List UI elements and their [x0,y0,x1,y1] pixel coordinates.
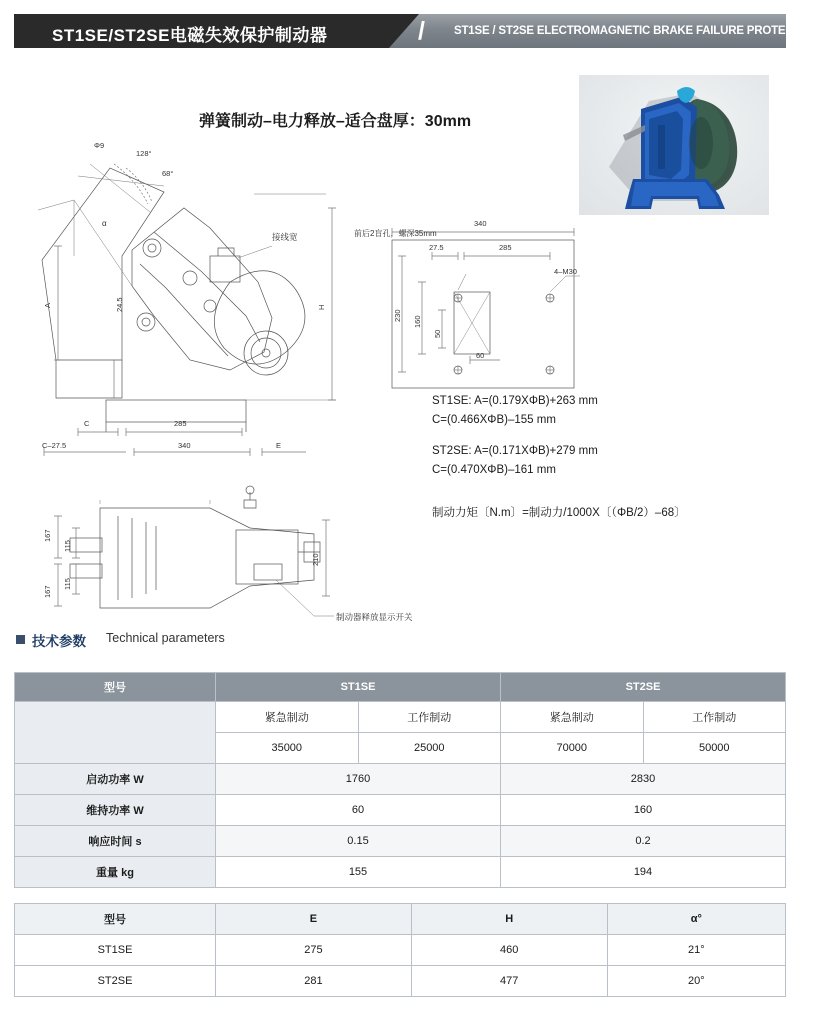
dim-phi9: Φ9 [94,141,105,150]
cell-e-st2se: 281 [216,966,412,997]
table-row [15,795,786,826]
cell-force-0: 35000 [216,733,359,764]
technical-drawing [14,60,786,622]
dim-alpha: α [102,219,107,228]
cell-force-1: 25000 [358,733,501,764]
technical-parameters-table [14,672,786,888]
label-blind-holes: 前后2盲孔，螺深35mm [354,229,437,238]
drawing-title: 弹簧制动–电力释放–适合盘厚：30mm [199,113,472,130]
table-row [15,764,786,795]
header-title-en: ST1SE / ST2SE ELECTROMAGNETIC BRAKE FAILURE PROTECTION [454,25,820,37]
cell-label-weight: 重量 kg [15,857,216,888]
formula-torque: 制动力矩〔N.m〕=制动力/1000X〔（ΦB/2）–68〕 [432,507,686,519]
cell-e-st1se: 275 [216,935,412,966]
cell-response-time-st1se: 0.15 [216,826,501,857]
th2-h: H [411,904,607,935]
section-title-en: Technical parameters [106,631,225,645]
cell-model-st1se: ST1SE [15,935,216,966]
cell-label-hold-power: 维持功率 W [15,795,216,826]
cell-weight-st1se: 155 [216,857,501,888]
th2-e: E [216,904,412,935]
formula-st1se-c: C=(0.466XΦB)–155 mm [432,414,556,426]
header-title-cn: ST1SE/ST2SE电磁失效保护制动器 [52,26,328,45]
cell-mode-0: 紧急制动 [216,702,359,733]
dim-285-plan: 285 [499,243,512,252]
section-bullet-icon [16,635,25,644]
cell-mode-1: 工作制动 [358,702,501,733]
dim-C: C [84,419,90,428]
cell-alpha-st1se: 21° [607,935,785,966]
dim-128: 128° [136,149,152,158]
formula-st2se-a: ST2SE: A=(0.171XΦB)+279 mm [432,445,598,457]
dim-C275: C–27.5 [42,441,67,450]
dim-H: H [317,304,326,310]
dim-A: A [43,302,52,308]
table-row [15,966,786,997]
cell-label-start-power: 启动功率 W [15,764,216,795]
table-row [15,935,786,966]
cell-blank-label [15,702,216,764]
th2-alpha: α° [607,904,785,935]
th-st1se: ST1SE [216,673,501,702]
page-header [14,14,820,48]
cell-force-3: 50000 [643,733,786,764]
dim-E: E [276,441,282,450]
cell-start-power-st2se: 2830 [501,764,786,795]
formula-st2se-c: C=(0.470XΦB)–161 mm [432,464,556,476]
dim-167-a: 167 [43,529,52,542]
section-technical-parameters [14,630,514,652]
dim-275: 27.5 [429,243,444,252]
formula-st1se-a: ST1SE: A=(0.179XΦB)+263 mm [432,395,598,407]
cell-response-time-st2se: 0.2 [501,826,786,857]
cell-mode-3: 工作制动 [643,702,786,733]
dim-245: 24.5 [115,297,124,312]
cell-h-st1se: 460 [411,935,607,966]
section-title-cn: 技术参数 [32,634,86,649]
table-row [15,702,786,733]
dim-60: 60 [476,351,485,360]
th2-model: 型号 [15,904,216,935]
cell-alpha-st2se: 20° [607,966,785,997]
dim-210: 210 [311,553,320,566]
dim-50: 50 [433,329,442,338]
cell-weight-st2se: 194 [501,857,786,888]
label-release-switch: 制动器释放显示开关 [336,612,413,622]
dim-160: 160 [413,315,422,328]
table-row-header [15,673,786,702]
cell-label-response-time: 响应时间 s [15,826,216,857]
dim-167-b: 167 [43,585,52,598]
table-row-header [15,904,786,935]
cell-force-2: 70000 [501,733,644,764]
table-row [15,857,786,888]
dim-4m30: 4–M30 [554,267,577,276]
table-row [15,826,786,857]
cell-start-power-st1se: 1760 [216,764,501,795]
label-wire-box: 接线宽 [272,232,298,242]
cell-hold-power-st1se: 60 [216,795,501,826]
dim-340-left: 340 [178,441,191,450]
dim-115-a: 115 [63,540,72,552]
cell-model-st2se: ST2SE [15,966,216,997]
dim-115-b: 115 [63,578,72,590]
dim-230: 230 [393,309,402,322]
dim-285-left: 285 [174,419,187,428]
cell-h-st2se: 477 [411,966,607,997]
cell-hold-power-st2se: 160 [501,795,786,826]
header-slash-divider: / [418,17,425,45]
th-st2se: ST2SE [501,673,786,702]
cell-mode-2: 紧急制动 [501,702,644,733]
th-model: 型号 [15,673,216,702]
dim-68: 68° [162,169,174,178]
dim-340-plan: 340 [474,219,487,228]
dimensions-table [14,903,786,997]
drawing-area [14,60,786,622]
